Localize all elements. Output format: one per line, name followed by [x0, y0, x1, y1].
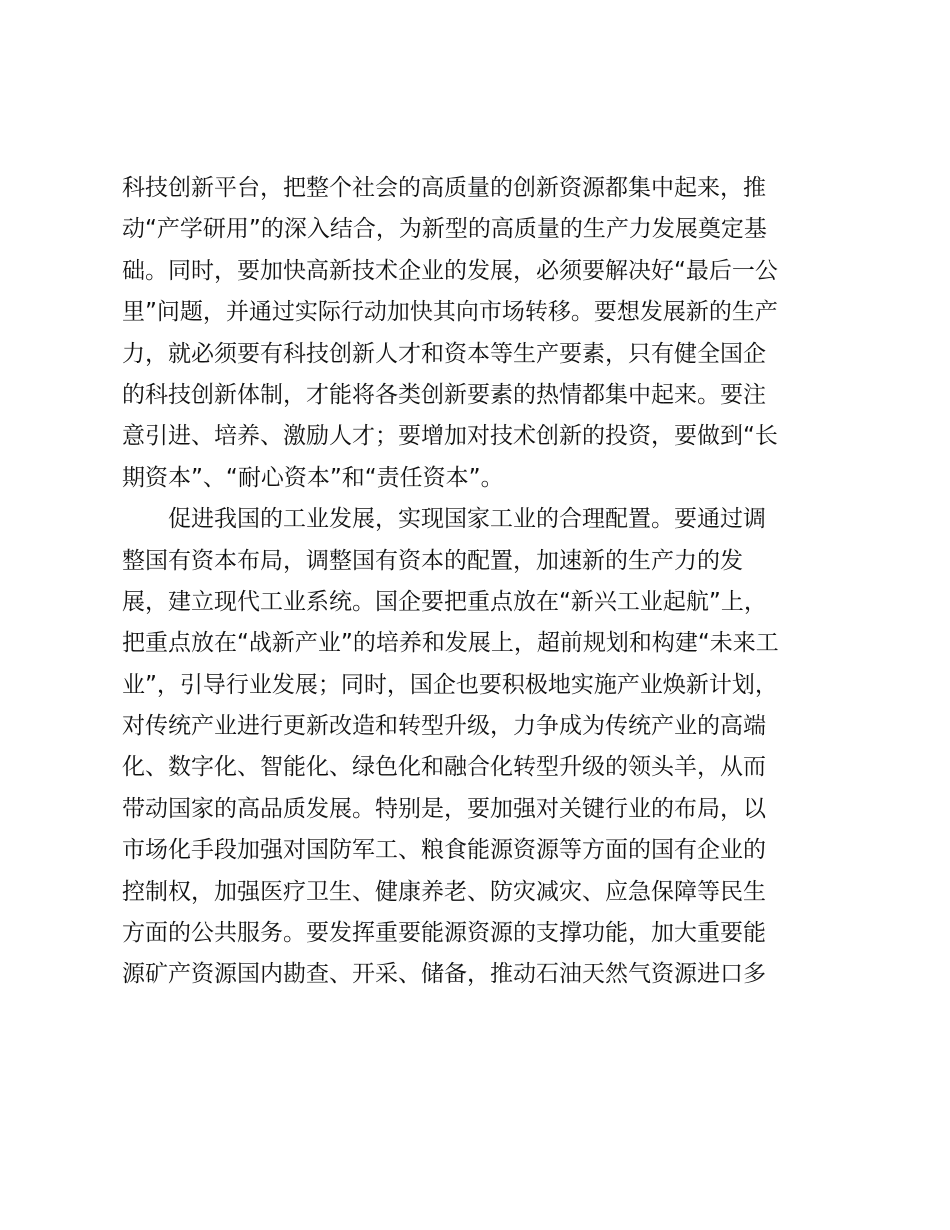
text-line: 业”，引导行业发展；同时，国企也要积极地实施产业焕新计划， [122, 671, 778, 698]
text-line: 化、数字化、智能化、绿色化和融合化转型升级的领头羊，从而 [122, 754, 766, 781]
text-line: 意引进、培养、激励人才；要增加对技术创新的投资，要做到“长 [122, 423, 778, 450]
text-line: 方面的公共服务。要发挥重要能源资源的支撑功能，加大重要能 [122, 920, 766, 947]
text-line: 对传统产业进行更新改造和转型升级，力争成为传统产业的高端 [122, 713, 766, 740]
text-line: 力，就必须要有科技创新人才和资本等生产要素，只有健全国企 [122, 340, 766, 367]
text-line: 里”问题，并通过实际行动加快其向市场转移。要想发展新的生产 [122, 299, 778, 326]
text-line: 期资本”、“耐心资本”和“责任资本”。 [122, 464, 504, 491]
text-line: 促进我国的工业发展，实现国家工业的合理配置。要通过调 [122, 506, 766, 533]
text-line: 础。同时，要加快高新技术企业的发展，必须要解决好“最后一公 [122, 257, 778, 284]
text-line: 源矿产资源国内勘查、开采、储备，推动石油天然气资源进口多 [122, 961, 766, 988]
text-line: 的科技创新体制，才能将各类创新要素的热情都集中起来。要注 [122, 381, 766, 408]
body-text [122, 168, 842, 996]
text-line: 带动国家的高品质发展。特别是，要加强对关键行业的布局，以 [122, 795, 766, 822]
text-line: 市场化手段加强对国防军工、粮食能源资源等方面的国有企业的 [122, 837, 766, 864]
text-line: 整国有资本布局，调整国有资本的配置，加速新的生产力的发 [122, 547, 743, 574]
text-line: 动“产学研用”的深入结合，为新型的高质量的生产力发展奠定基 [122, 216, 767, 243]
text-line: 把重点放在“战新产业”的培养和发展上，超前规划和构建“未来工 [122, 630, 779, 657]
text-line: 控制权，加强医疗卫生、健康养老、防灾减灾、应急保障等民生 [122, 878, 766, 905]
text-line: 科技创新平台，把整个社会的高质量的创新资源都集中起来，推 [122, 175, 766, 201]
text-line: 展，建立现代工业系统。国企要把重点放在“新兴工业起航”上， [122, 588, 767, 615]
